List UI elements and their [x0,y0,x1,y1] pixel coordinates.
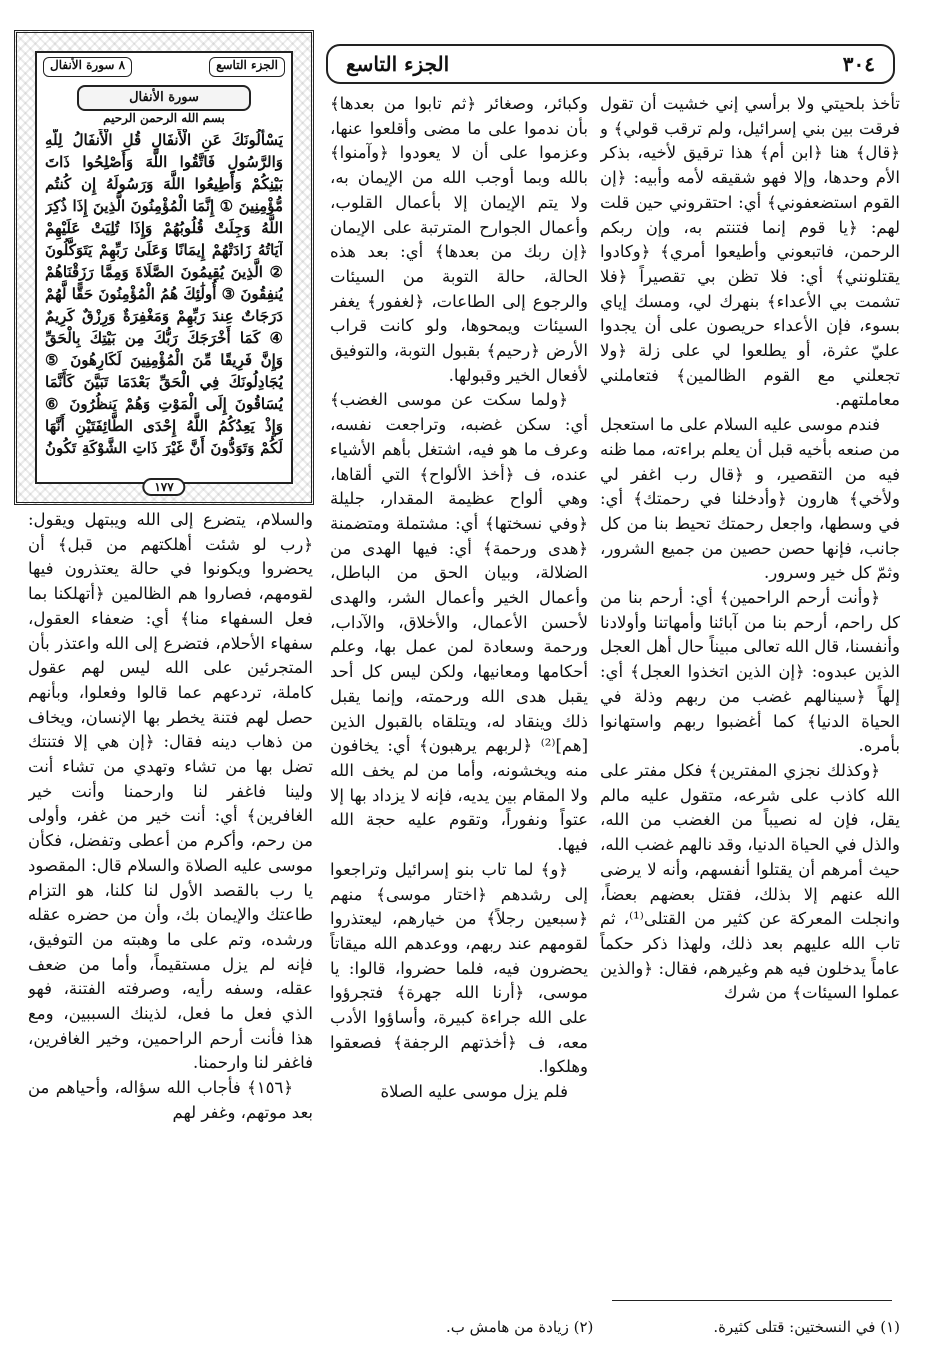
quran-panel [14,30,314,505]
paragraph: ﴿١٥٦﴾ فأجاب الله سؤاله، وأحياهم من بعد موتهم، وغفر لهم [28,1078,313,1122]
paragraph: فندم موسى عليه السلام على ما استعجل من صنعه بأخيه قبل أن يعلم براءته، مما ظنه فيه من التقصير، و ﴿قال رب اغفر لي ولأخي﴾ هارون ﴿وأدخلنا في رحمتك﴾ أي: في وسطها، واجعل رحمتك تحيط بنا من كل جانب، فإنها حصن حصين من جميع الشرور، وثمّ كل خير وسرور. [600,415,900,583]
column-right [600,92,900,1262]
paragraph: ﴿وكذلك نجزي المفترين﴾ فكل مفتر على الله كاذب على شرعه، متقول عليه مالم يقل، فإن له نصيباً من الغضب من الله، والذل في الحياة الدنيا، وقد نالهم غضب الله، حيث أمرهم أن يقتلوا أنفسهم، وأنه لا يرضى الله عنهم إلا بذلك، فقتل بعضهم بعضاً، وانجلت المعركة عن كثير من القتلى⁽¹⁾، ثم تاب الله عليهم بعد ذلك، ولهذا ذكر حكماً عاماً يدخلون فيه هم وغيرهم، فقال: ﴿والذين عملوا السيئات﴾ من شرك [600,760,900,1003]
quran-page-number: ١٧٧ [142,478,185,496]
quran-part-label: الجزء التاسع [209,57,285,77]
paragraph: ﴿ولما سكت عن موسى الغضب﴾ أي: سكن غضبه، وتراجعت نفسه، وعرف ما هو فيه، اشتغل بأهم الأشياء عنده، ف ﴿أخذ الألواح﴾ التي ألقاها، وهي ألواح عظيمة المقدار، جليلة ﴿وفي نسختها﴾ أي: مشتملة ومتضمنة ﴿هدى ورحمة﴾ أي: فيها الهدى من الضلالة، وبيان الحق من الباطل، وأعمال الخير وأعمال الشر، والهدى لأحسن الأعمال، والأخلاق، والآداب، ورحمة وسعادة لمن عمل بها، وعلم أحكامها ومعانيها، ولكن ليس كل أحد يقبل هدى الله ورحمته، وإنما يقبل ذلك وينقاد له، ويتلقاه بالقبول الذين [هم]⁽²⁾ ﴿لربهم يرهبون﴾ أي: يخافون منه ويخشونه، وأما من لم يخف الله ولا المقام بين يديه، فإنه لا يزداد بها إلا عتواً ونفوراً، وتقوم عليه حجة الله فيها. [330,390,588,855]
page-number: ٣٠٤ [842,52,875,76]
page-header [326,44,895,84]
paragraph: وكبائر، وصغائر ﴿ثم تابوا من بعدها﴾ بأن ندموا على ما مضى وأقلعوا عنها، وعزموا على أن لا يعودوا ﴿وآمنوا﴾ بالله وبما أوجب الله من الإيمان به، ولا يتم الإيمان إلا بأعمال القلوب، وأعمال الجوارح المترتبة على الإيمان ﴿إن ربك من بعدها﴾ أي: بعد هذه الحالة، حالة التوبة من السيئات والرجوع إلى الطاعات، ﴿لغفور﴾ يغفر السيئات ويمحوها، ولو كانت قراب الأرض ﴿رحيم﴾ بقبول التوبة، والتوفيق لأفعال الخير وقبولها. [330,94,588,385]
paragraph: فلم يزل موسى عليه الصلاة [380,1082,568,1102]
quran-panel-inner [35,51,293,494]
paragraph: والسلام، يتضرع إلى الله ويبتهل ويقول: ﴿رب لو شئت أهلكتهم من قبل﴾ أن يحضروا ويكونوا في حالة يعتذرون فيها لقومهم، فصاروا هم الظالمين ﴿أتهلكنا بما فعل السفهاء منا﴾ أي: ضعفاء العقول، سفهاء الأحلام، فتضرع إلى الله واعتذر بأن المتجرئين على الله ليس لهم عقول كاملة، تردعهم عما قالوا وفعلوا، وبأنهم حصل لهم فتنة يخطر بها الإنسان، ويخاف من ذهاب دينه فقال: ﴿إن هي إلا فتنتك تضل بها من تشاء وتهدي من تشاء أنت ولينا فاغفر لنا وارحمنا وأنت خير الغافرين﴾ أي: أنت خير من غفر، وأولى من رحم، وأكرم من أعطى وتفضل، فكأن موسى عليه الصلاة والسلام قال: المقصود يا رب بالقصد الأول لنا كلنا، هو التزام طاعتك والإيمان بك، وأن من حضره عقله ورشده، وتم على ما وهبته من التوفيق، فإنه لم يزل مستقيماً، وأما من ضعف عقله، وسفه رأيه، وصرفته الفتنة، فهو الذي فعل ما فعل، لذينك السببين، ومع هذا فأنت أرحم الراحمين، وخير الغافرين، فاغفر لنا وارحمنا. [28,510,313,1073]
footnote-divider [612,1300,892,1301]
footnotes [380,1318,900,1348]
column-left [28,508,313,1262]
footnote-1: (١) في النسختين: قتلى كثيرة. [713,1318,900,1336]
paragraph: ﴿وأنت أرحم الراحمين﴾ أي: أرحم بنا من كل راحم، أرحم بنا من آبائنا وأمهاتنا وأولادنا وأنفسنا، قال الله تعالى مبيناً حال أهل العجل الذين عبدوه: ﴿إن الذين اتخذوا العجل﴾ أي: إلهاً ﴿سينالهم غضب من ربهم وذلة في الحياة الدنيا﴾ كما أغضبوا ربهم واستهانوا بأمره. [600,588,900,756]
surah-title: سورة الأنفال [77,85,251,111]
paragraph: تأخذ بلحيتي ولا برأسي إني خشيت أن تقول فرقت بين بني إسرائيل، ولم ترقب قولي﴾ و ﴿قال﴾ هنا ﴿ابن أم﴾ هذا ترقيق لأخيه، بذكر الأم وحدها، وإلا فهو شقيقه لأمه وأبيه: ﴿إن القوم استضعفوني﴾ أي: احتقروني حين قلت لهم: ﴿يا قوم إنما فتنتم به، وإن ربكم الرحمن، فاتبعوني وأطيعوا أمري﴾ ﴿وكادوا يقتلونني﴾ أي: فلا تظن بي تقصيراً ﴿فلا تشمت بي الأعداء﴾ بنهرك لي، ومسك إياي بسوء، فإن الأعداء حريصون على أن يجدوا عليّ عثرة، أو يطلعوا لي على زلة ﴿ولا تجعلني مع القوم الظالمين﴾ فتعاملني معاملتهم. [600,94,900,410]
basmala: بسم الله الرحمن الرحيم [103,111,225,125]
column-middle [330,92,588,1262]
part-title: الجزء التاسع [346,52,450,76]
footnote-2: (٢) زيادة من هامش ب. [446,1318,594,1336]
quran-verses: يَسْأَلُونَكَ عَنِ الْأَنفَالِ قُلِ الْأَنفَالُ لِلَّهِ وَالرَّسُولِ فَاتَّقُوا اللَّهَ وَأَصْلِحُوا ذَاتَ بَيْنِكُمْ وَأَطِيعُوا اللَّهَ وَرَسُولَهُ إِن كُنتُم مُّؤْمِنِينَ ① إِنَّمَا الْمُؤْمِنُونَ الَّذِينَ إِذَا ذُكِرَ اللَّهُ وَجِلَتْ قُلُوبُهُمْ وَإِذَا تُلِيَتْ عَلَيْهِمْ آيَاتُهُ زَادَتْهُمْ إِيمَانًا وَعَلَىٰ رَبِّهِمْ يَتَوَكَّلُونَ ② الَّذِينَ يُقِيمُونَ الصَّلَاةَ وَمِمَّا رَزَقْنَاهُمْ يُنفِقُونَ ③ أُولَٰئِكَ هُمُ الْمُؤْمِنُونَ حَقًّا لَّهُمْ دَرَجَاتٌ عِندَ رَبِّهِمْ وَمَغْفِرَةٌ وَرِزْقٌ كَرِيمٌ ④ كَمَا أَخْرَجَكَ رَبُّكَ مِن بَيْتِكَ بِالْحَقِّ وَإِنَّ فَرِيقًا مِّنَ الْمُؤْمِنِينَ لَكَارِهُونَ ⑤ يُجَادِلُونَكَ فِي الْحَقِّ بَعْدَمَا تَبَيَّنَ كَأَنَّمَا يُسَاقُونَ إِلَى الْمَوْتِ وَهُمْ يَنظُرُونَ ⑥ وَإِذْ يَعِدُكُمُ اللَّهُ إِحْدَى الطَّائِفَتَيْنِ أَنَّهَا لَكُمْ وَتَوَدُّونَ أَنَّ غَيْرَ ذَاتِ الشَّوْكَةِ تَكُونُ [45,131,283,456]
quran-surah-label: ٨ سورة الأنفال [43,57,132,77]
paragraph: ﴿و﴾ لما تاب بنو إسرائيل وتراجعوا إلى رشدهم ﴿اختار موسى﴾ منهم ﴿سبعين رجلاً﴾ من خيارهم، ليعتذروا لقومهم عند ربهم، ووعدهم الله ميقاتاً يحضرون فيه، فلما حضروا، قالوا: يا موسى، ﴿أرنا الله جهرة﴾ فتجرؤوا على الله جراءة كبيرة، وأساؤوا الأدب معه، ف ﴿أخذتهم الرجفة﴾ فصعقوا وهلكوا. [330,859,588,1077]
quran-panel-top [43,57,285,77]
